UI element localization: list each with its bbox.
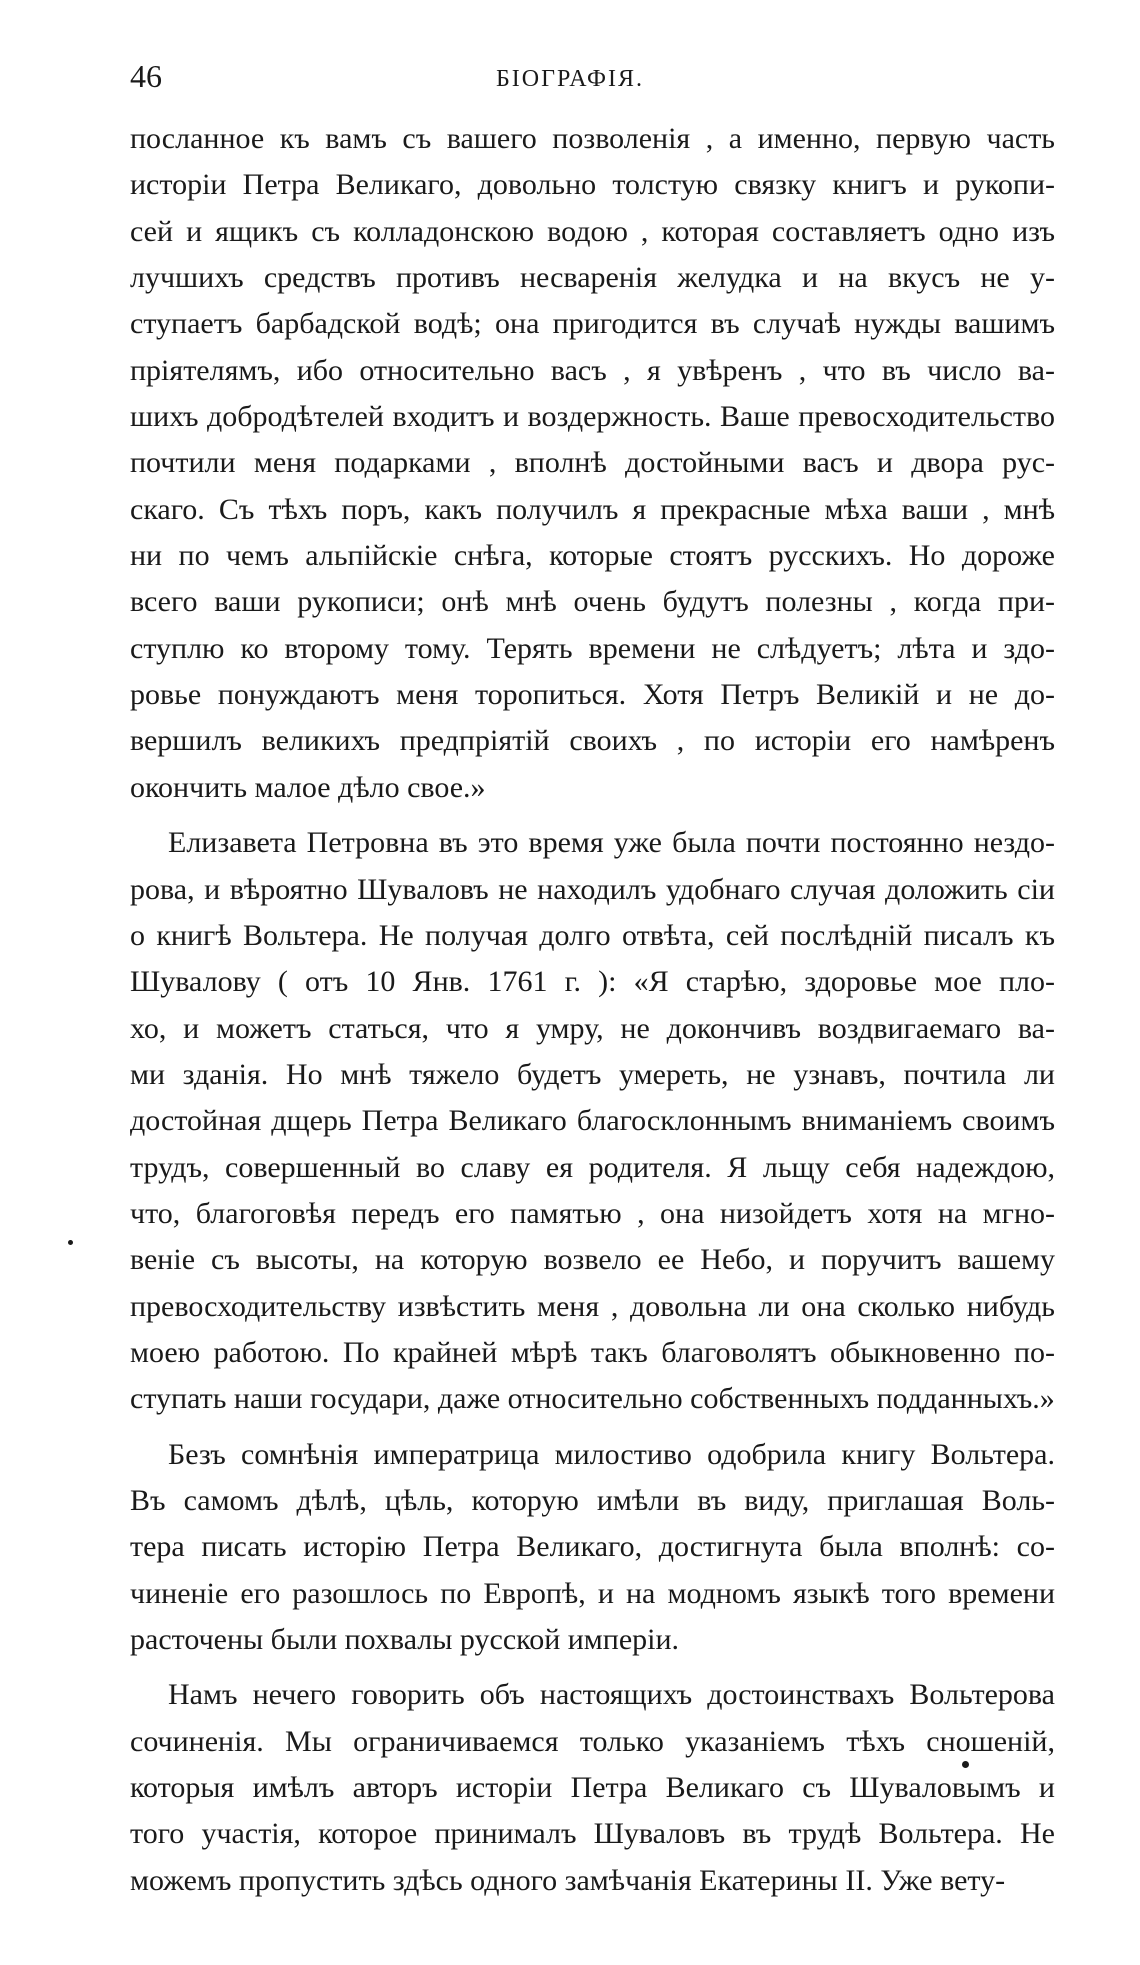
text-line: почтили меня подарками , вполнѣ достойными васъ и двора рус-: [130, 446, 1055, 480]
text-line: Елизавета Петровна въ это время уже была почти постоянно нездо-: [168, 826, 1055, 860]
text-line: исторіи Петра Великаго, довольно толстую связку книгъ и рукопи-: [130, 168, 1055, 202]
running-head: БІОГРАФІЯ.: [495, 66, 645, 92]
body-text: [130, 116, 1055, 1904]
text-line: ступлю ко второму тому. Терять времени не слѣдуетъ; лѣта и здо-: [130, 631, 1055, 665]
text-line: Безъ сомнѣнія императрица милостиво одобрила книгу Вольтера.: [168, 1437, 1055, 1471]
text-line: Намъ нечего говорить объ настоящихъ достоинствахъ Вольтерова: [168, 1678, 1055, 1712]
text-line: вершилъ великихъ предпріятій своихъ , по исторіи его намѣренъ: [130, 724, 1055, 758]
text-line: всего ваши рукописи; онѣ мнѣ очень будутъ полезны , когда при-: [130, 585, 1055, 619]
text-line: сочиненія. Мы ограничиваемся только указаніемъ тѣхъ сношеній,: [130, 1724, 1055, 1758]
text-line: пріятелямъ, ибо относительно васъ , я увѣренъ , что въ число ва-: [130, 353, 1055, 387]
text-line: ступать наши государи, даже относительно собственныхъ подданныхъ.»: [130, 1382, 1055, 1416]
paragraph: [130, 1432, 1055, 1664]
text-line: окончить малое дѣло свое.»: [130, 770, 486, 804]
text-line: можемъ пропустить здѣсь одного замѣчанія Екатерины II. Уже вету-: [130, 1863, 1006, 1897]
text-line: расточены были похвалы русской имперіи.: [130, 1623, 680, 1656]
text-line: ми зданія. Но мнѣ тяжело будетъ умереть, не узнавъ, почтила ли: [130, 1057, 1055, 1091]
text-line: ровье понуждаютъ меня торопиться. Хотя Петръ Великій и не до-: [130, 678, 1055, 712]
text-line: шихъ добродѣтелей входитъ и воздержность. Ваше превосходительство: [130, 400, 1055, 434]
text-line: которыя имѣлъ авторъ исторіи Петра Великаго съ Шуваловымъ и: [130, 1771, 1055, 1805]
page-number: 46: [130, 58, 162, 94]
text-line: чиненіе его разошлось по Европѣ, и на модномъ языкѣ того времени: [130, 1576, 1055, 1610]
text-line: трудъ, совершенный во славу ея родителя. Я льщу себя надеждою,: [130, 1150, 1055, 1184]
bottom-dot-mark: [962, 1761, 969, 1768]
text-line: посланное къ вамъ съ вашего позволенія , а именно, первую часть: [130, 122, 1055, 155]
text-line: лучшихъ средствъ противъ несваренія желудка и на вкусъ не у-: [130, 261, 1055, 295]
text-line: сей и ящикъ съ колладонскою водою , которая составляетъ одно изъ: [130, 214, 1055, 248]
text-line: превосходительству извѣстить меня , довольна ли она сколько нибудь: [130, 1289, 1055, 1323]
text-line: ни по чемъ альпійскіе снѣга, которые стоятъ русскихъ. Но дороже: [130, 539, 1055, 573]
text-line: рова, и вѣроятно Шуваловъ не находилъ удобнаго случая доложить сіи: [130, 872, 1055, 906]
text-line: хо, и можетъ статься, что я умру, не докончивъ воздвигаемаго ва-: [130, 1011, 1055, 1045]
text-line: скаго. Съ тѣхъ поръ, какъ получилъ я прекрасные мѣха ваши , мнѣ: [130, 492, 1055, 526]
text-line: тера писать исторію Петра Великаго, достигнута была вполнѣ: со-: [130, 1530, 1055, 1564]
margin-dot-mark: [68, 1240, 73, 1245]
text-line: о книгѣ Вольтера. Не получая долго отвѣта, сей послѣдній писалъ къ: [130, 918, 1055, 952]
text-line: достойная дщерь Петра Великаго благосклоннымъ вниманіемъ своимъ: [130, 1104, 1055, 1138]
text-line: веніе съ высоты, на которую возвело ее Небо, и поручитъ вашему: [130, 1243, 1055, 1277]
text-line: ступаетъ барбадской водѣ; она пригодится въ случаѣ нужды вашимъ: [130, 307, 1055, 341]
text-line: Въ самомъ дѣлѣ, цѣль, которую имѣли въ виду, приглашая Воль-: [130, 1483, 1055, 1517]
text-line: Шувалову ( отъ 10 Янв. 1761 г. ): «Я старѣю, здоровье мое пло-: [130, 965, 1055, 999]
paragraph: [130, 1672, 1055, 1904]
text-line: того участія, которое принималъ Шуваловъ въ трудѣ Вольтера. Не: [130, 1817, 1055, 1851]
text-line: моею работою. По крайней мѣрѣ такъ благоволятъ обыкновенно по-: [130, 1335, 1055, 1369]
paragraph: [130, 116, 1055, 811]
text-line: что, благоговѣя передъ его памятью , она низойдетъ хотя на мгно-: [130, 1196, 1055, 1230]
paragraph: [130, 820, 1055, 1422]
